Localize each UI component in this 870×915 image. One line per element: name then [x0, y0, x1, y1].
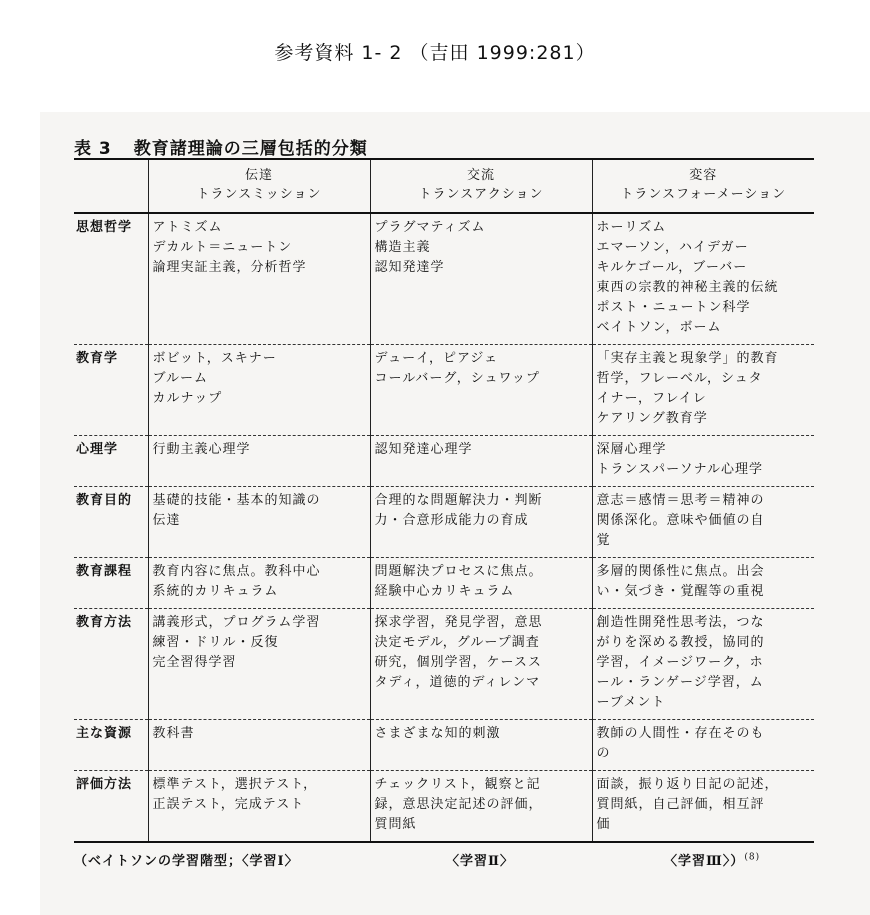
footnote-part-3	[664, 850, 760, 869]
table-cell	[592, 720, 814, 771]
table-cell	[370, 345, 592, 436]
row-label: 教育目的	[74, 487, 148, 558]
table-cell	[148, 609, 370, 720]
header-cell-transformation	[592, 159, 814, 213]
cell-line: コールバーグ，シュワップ	[374, 371, 540, 386]
cell-line: 価	[596, 817, 611, 832]
table-row	[74, 487, 814, 558]
table-cell	[148, 771, 370, 843]
cell-line: 構造主義	[374, 240, 431, 255]
table-body	[74, 213, 814, 842]
table-cell	[592, 487, 814, 558]
cell-line: 深層心理学	[596, 442, 667, 457]
cell-line: 決定モデル，グループ調査	[374, 635, 540, 650]
cell-line: ケアリング教育学	[596, 411, 708, 426]
row-label: 評価方法	[74, 771, 148, 843]
cell-line: タディ，道徳的ディレンマ	[374, 675, 541, 690]
cell-line: 録，意思決定記述の評価，	[374, 797, 543, 812]
table-row	[74, 771, 814, 843]
cell-line: ポスト・ニュートン科学	[596, 300, 751, 315]
table-caption-text: 教育諸理論の三層包括的分類	[133, 139, 368, 159]
cell-line: 講義形式，プログラム学習	[152, 615, 321, 630]
cell-line: い・気づき・覚醒等の重視	[596, 584, 765, 599]
cell-line: 経験中心カリキュラム	[374, 584, 515, 599]
cell-line: 質問紙	[374, 817, 417, 832]
cell-line: 合理的な問題解決力・判断	[374, 493, 543, 508]
table-row	[74, 720, 814, 771]
cell-line: デューイ，ピアジェ	[374, 351, 499, 366]
table-cell	[148, 558, 370, 609]
footnote-part-2: 〈学習Ⅱ〉	[446, 854, 514, 869]
cell-line: がりを深める教授，協同的	[596, 635, 765, 650]
table-cell	[592, 213, 814, 345]
table-cell	[370, 213, 592, 345]
table-number: 表 3	[74, 139, 112, 159]
footnote-part-1: （ベイトソンの学習階型；〈学習Ⅰ〉	[74, 854, 299, 869]
table-cell	[370, 720, 592, 771]
cell-line: アトミズム	[152, 220, 223, 235]
table-cell	[148, 345, 370, 436]
table-cell	[592, 436, 814, 487]
cell-line: 東西の宗教的神秘主義的伝統	[596, 280, 779, 295]
table-cell	[592, 558, 814, 609]
cell-line: 学習，イメージワーク，ホ	[596, 655, 764, 670]
row-label: 教育学	[74, 345, 148, 436]
table-cell	[592, 771, 814, 843]
header-title: 交流	[466, 168, 495, 183]
table-cell	[592, 609, 814, 720]
header-subtitle: トランスフォーメーション	[620, 187, 787, 202]
header-cell-transaction	[370, 159, 592, 213]
cell-line: 質問紙，自己評価，相互評	[596, 797, 765, 812]
cell-line: 伝達	[152, 513, 181, 528]
row-label: 心理学	[74, 436, 148, 487]
table-row	[74, 213, 814, 345]
cell-line: 面談，振り返り日記の記述，	[596, 777, 779, 792]
cell-line: 完全習得学習	[152, 655, 237, 670]
table-cell	[370, 609, 592, 720]
table-cell	[370, 487, 592, 558]
row-label: 思想哲学	[74, 213, 148, 345]
table-footnote	[74, 850, 814, 872]
cell-line: 練習・ドリル・反復	[152, 635, 279, 650]
cell-line: 論理実証主義，分析哲学	[152, 260, 307, 275]
cell-line: ホーリズム	[596, 220, 667, 235]
cell-line: 正誤テスト，完成テスト	[152, 797, 305, 812]
header-corner-cell	[74, 159, 148, 213]
table-cell	[148, 720, 370, 771]
document-title: 参考資料 1- 2 （吉田 1999:281）	[274, 42, 596, 64]
footnote-reference: (8)	[744, 852, 761, 863]
cell-line: 研究，個別学習，ケースス	[374, 655, 542, 670]
cell-line: ベイトソン，ボーム	[596, 320, 722, 335]
cell-line: の	[596, 746, 611, 761]
cell-line: 関係深化。意味や価値の自	[596, 513, 765, 528]
header-title: 変容	[689, 168, 718, 183]
row-label: 主な資源	[74, 720, 148, 771]
table-cell	[148, 436, 370, 487]
table-row	[74, 609, 814, 720]
table-row	[74, 345, 814, 436]
cell-line: 創造性開発性思考法，つな	[596, 615, 765, 630]
cell-line: トランスパーソナル心理学	[596, 462, 763, 477]
row-label: 教育課程	[74, 558, 148, 609]
footnote-part-3-text: 〈学習Ⅲ〉）	[664, 854, 745, 869]
cell-line: ーブメント	[596, 695, 666, 710]
header-subtitle: トランスミッション	[196, 187, 322, 202]
cell-line: 教科書	[152, 726, 195, 741]
cell-line: 教育内容に焦点。教科中心	[152, 564, 321, 579]
cell-line: エマーソン，ハイデガー	[596, 240, 749, 255]
table-cell	[592, 345, 814, 436]
cell-line: 教師の人間性・存在そのも	[596, 726, 765, 741]
table-row	[74, 436, 814, 487]
table-caption	[74, 134, 368, 159]
cell-line: ール・ランゲージ学習，ム	[596, 675, 764, 690]
cell-line: デカルト＝ニュートン	[152, 240, 293, 255]
header-subtitle: トランスアクション	[418, 187, 544, 202]
cell-line: 行動主義心理学	[152, 442, 251, 457]
cell-line: 系統的カリキュラム	[152, 584, 279, 599]
cell-line: 多層的関係性に焦点。出会	[596, 564, 765, 579]
cell-line: チェックリスト，観察と記	[374, 777, 541, 792]
cell-line: 問題解決プロセスに焦点。	[374, 564, 543, 579]
cell-line: ボビット，スキナー	[152, 351, 277, 366]
cell-line: 標準テスト，選択テスト，	[152, 777, 318, 792]
cell-line: 探求学習，発見学習，意思	[374, 615, 543, 630]
header-title: 伝達	[244, 168, 273, 183]
cell-line: プラグマティズム	[374, 220, 486, 235]
cell-line: 認知発達心理学	[374, 442, 473, 457]
table-header-row	[74, 159, 814, 213]
table-row	[74, 558, 814, 609]
cell-line: イナー，フレイレ	[596, 391, 707, 406]
cell-line: 「実存主義と現象学」的教育	[596, 351, 779, 366]
table-cell	[148, 487, 370, 558]
row-label: 教育方法	[74, 609, 148, 720]
header-cell-transmission	[148, 159, 370, 213]
table-cell	[370, 436, 592, 487]
cell-line: カルナップ	[152, 391, 223, 406]
cell-line: さまざまな知的刺激	[374, 726, 501, 741]
cell-line: 意志＝感情＝思考＝精神の	[596, 493, 765, 508]
cell-line: 認知発達学	[374, 260, 445, 275]
cell-line: 基礎的技能・基本的知識の	[152, 493, 321, 508]
table-cell	[370, 558, 592, 609]
cell-line: 哲学，フレーベル，シュタ	[596, 371, 763, 386]
cell-line: キルケゴール，ブーバー	[596, 260, 748, 275]
cell-line: 覚	[596, 533, 611, 548]
cell-line: ブルーム	[152, 371, 208, 386]
table-cell	[370, 771, 592, 843]
cell-line: 力・合意形成能力の育成	[374, 513, 529, 528]
classification-table	[74, 158, 814, 843]
table-cell	[148, 213, 370, 345]
